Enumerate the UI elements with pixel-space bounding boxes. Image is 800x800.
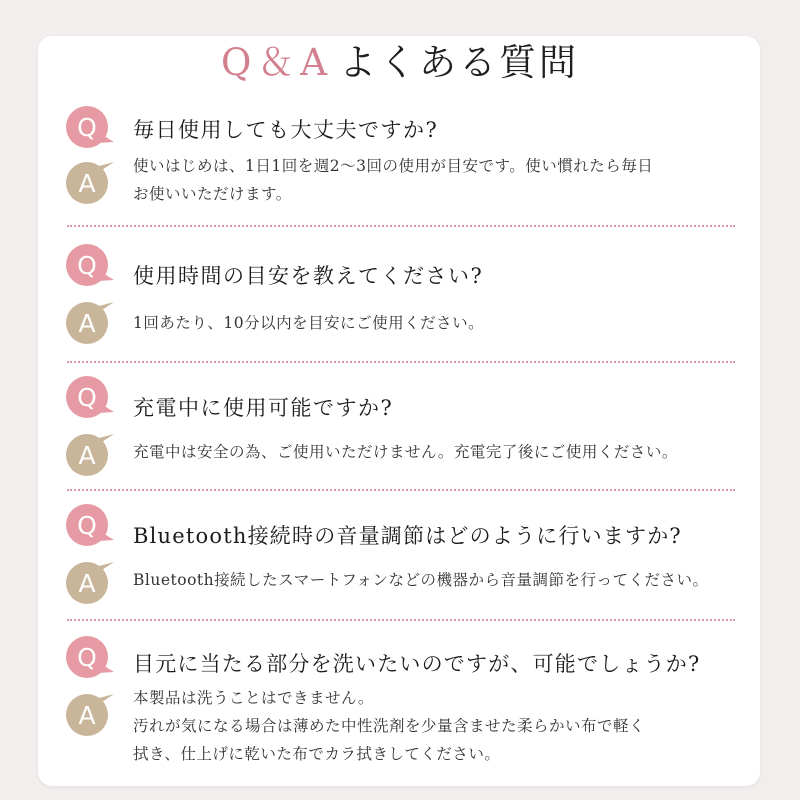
question-text: Bluetooth接続時の音量調節はどのように行いますか? xyxy=(133,524,682,548)
question-badge-icon: Q xyxy=(65,634,115,680)
question-badge-icon: Q xyxy=(65,502,115,548)
question-badge-icon: Q xyxy=(65,374,115,420)
answer-badge-icon: A xyxy=(65,160,115,206)
question-text: 目元に当たる部分を洗いたいのですが、可能でしょうか? xyxy=(133,652,701,676)
divider xyxy=(67,619,735,621)
answer-badge-icon: A xyxy=(65,300,115,346)
divider xyxy=(67,489,735,491)
answer-text: 1回あたり、10分以内を目安にご使用ください。 xyxy=(133,314,485,332)
answer-badge-icon: A xyxy=(65,432,115,478)
question-badge-icon: Q xyxy=(65,104,115,150)
question-text: 使用時間の目安を教えてください? xyxy=(133,264,484,288)
answer-badge-icon: A xyxy=(65,692,115,738)
divider xyxy=(67,225,735,227)
question-badge-icon: Q xyxy=(65,242,115,288)
answer-text: 使いはじめは、1日1回を週2～3回の使用が目安です。使い慣れたら毎日 お使いいただけます。 xyxy=(133,157,654,203)
answer-badge-icon: A xyxy=(65,560,115,606)
answer-text: 本製品は洗うことはできません。 汚れが気になる場合は薄めた中性洗剤を少量含ませた柔らかい布で軽く 拭き、仕上げに乾いた布でカラ拭きしてください。 xyxy=(133,689,646,763)
divider xyxy=(67,361,735,363)
page-title xyxy=(0,41,800,84)
question-text: 毎日使用しても大丈夫ですか? xyxy=(133,118,439,142)
title-qa: Q＆A xyxy=(220,41,334,84)
answer-text: Bluetooth接続したスマートフォンなどの機器から音量調節を行ってください。 xyxy=(133,571,709,589)
answer-text: 充電中は安全の為、ご使用いただけません。充電完了後にご使用ください。 xyxy=(133,443,678,461)
title-text: よくある質問 xyxy=(339,41,580,84)
question-text: 充電中に使用可能ですか? xyxy=(133,396,394,420)
